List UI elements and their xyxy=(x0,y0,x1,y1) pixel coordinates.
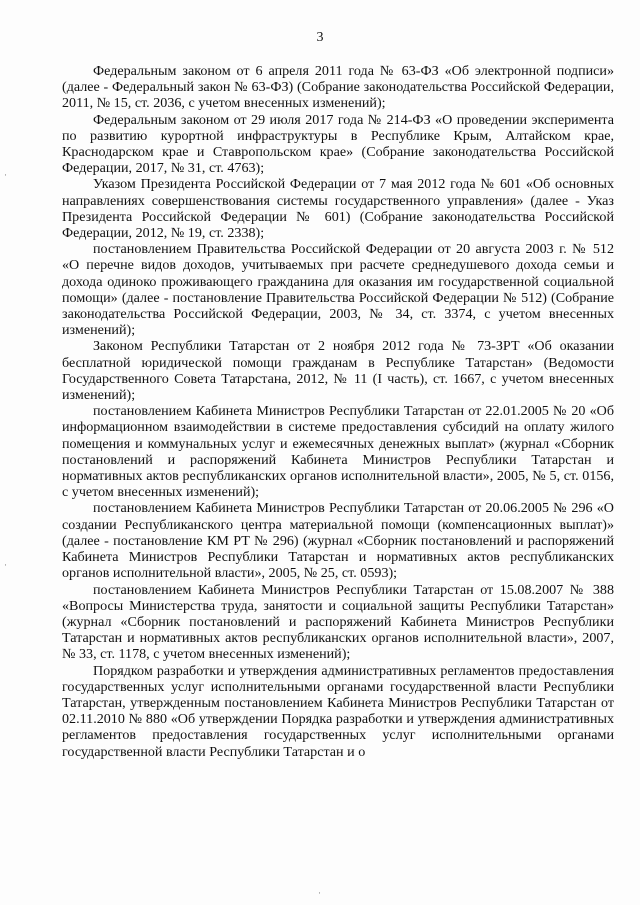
paragraph: Порядком разработки и утверждения административных регламентов предоставления государственных услуг исполнительными органами государственной власти Республики Татарстан, утвержденным постановлением Кабинета Министров Республики Татарстан от 02.11.2010 № 880 «Об утверждении Порядка разработки и утверждения административных регламентов предоставления государственных услуг исполнительными органами государственной власти Республики Татарстан и о xyxy=(62,662,614,760)
paragraph: постановлением Правительства Российской Федерации от 20 августа 2003 г. № 512 «О перечне видов доходов, учитываемых при расчете среднедушевого дохода семьи и дохода одиноко проживающего гражданина для оказания им государственной социальной помощи» (далее - постановление Правительства Российской Федерации № 512) (Собрание законодательства Российской Федерации, 2003, № 34, ст. 3374, с учетом внесенных изменений); xyxy=(62,241,614,339)
scan-edge-mark: · xyxy=(4,170,7,180)
paragraph: постановлением Кабинета Министров Республики Татарстан от 22.01.2005 № 20 «Об информационном взаимодействии в системе предоставления субсидий на оплату жилого помещения и коммунальных услуг и ежемесячных денежных выплат» (журнал «Сборник постановлений и распоряжений Кабинета Министров Республики Татарстан и нормативных актов республиканских органов исполнительной власти», 2005, № 5, ст. 0156, с учетом внесенных изменений); xyxy=(62,403,614,501)
paragraph: постановлением Кабинета Министров Республики Татарстан от 20.06.2005 № 296 «О создании Республиканского центра материальной помощи (компенсационных выплат)» (далее - постановление КМ РТ № 296) (журнал «Сборник постановлений и распоряжений Кабинета Министров Республики Татарстан и нормативных актов республиканских органов исполнительной власти», 2005, № 25, ст. 0593); xyxy=(62,500,614,582)
paragraph: Федеральным законом от 29 июля 2017 года № 214-ФЗ «О проведении эксперимента по развитию курортной инфраструктуры в Республике Крым, Алтайском крае, Краснодарском крае и Ставропольском крае» (Собрание законодательства Российской Федерации, 2017, № 31, ст. 4763); xyxy=(62,111,614,177)
page-number: 3 xyxy=(316,30,324,45)
scan-edge-mark: · xyxy=(4,560,7,570)
paragraph: постановлением Кабинета Министров Республики Татарстан от 15.08.2007 № 388 «Вопросы Министерства труда, занятости и социальной защиты Республики Татарстан» (журнал «Сборник постановлений и распоряжений Кабинета Министров Республики Татарстан и нормативных актов республиканских органов исполнительной власти», 2007, № 33, ст. 1178, с учетом внесенных изменений); xyxy=(62,581,614,663)
paragraph: Указом Президента Российской Федерации от 7 мая 2012 года № 601 «Об основных направлениях совершенствования системы государственного управления» (далее - Указ Президента Российской Федерации № 601) (Собрание законодательства Российской Федерации, 2012, № 19, ст. 2338); xyxy=(62,176,614,242)
scan-edge-mark: · xyxy=(318,888,321,898)
paragraph: Федеральным законом от 6 апреля 2011 года № 63-ФЗ «Об электронной подписи» (далее - Федеральный закон № 63-ФЗ) (Собрание законодательства Российской Федерации, 2011, № 15, ст. 2036, с учетом внесенных изменений); xyxy=(62,63,614,112)
document-body xyxy=(62,63,614,760)
paragraph: Законом Республики Татарстан от 2 ноября 2012 года № 73-ЗРТ «Об оказании бесплатной юридической помощи гражданам в Республике Татарстан» (Ведомости Государственного Совета Татарстана, 2012, № 11 (I часть), ст. 1667, с учетом внесенных изменений); xyxy=(62,338,614,404)
